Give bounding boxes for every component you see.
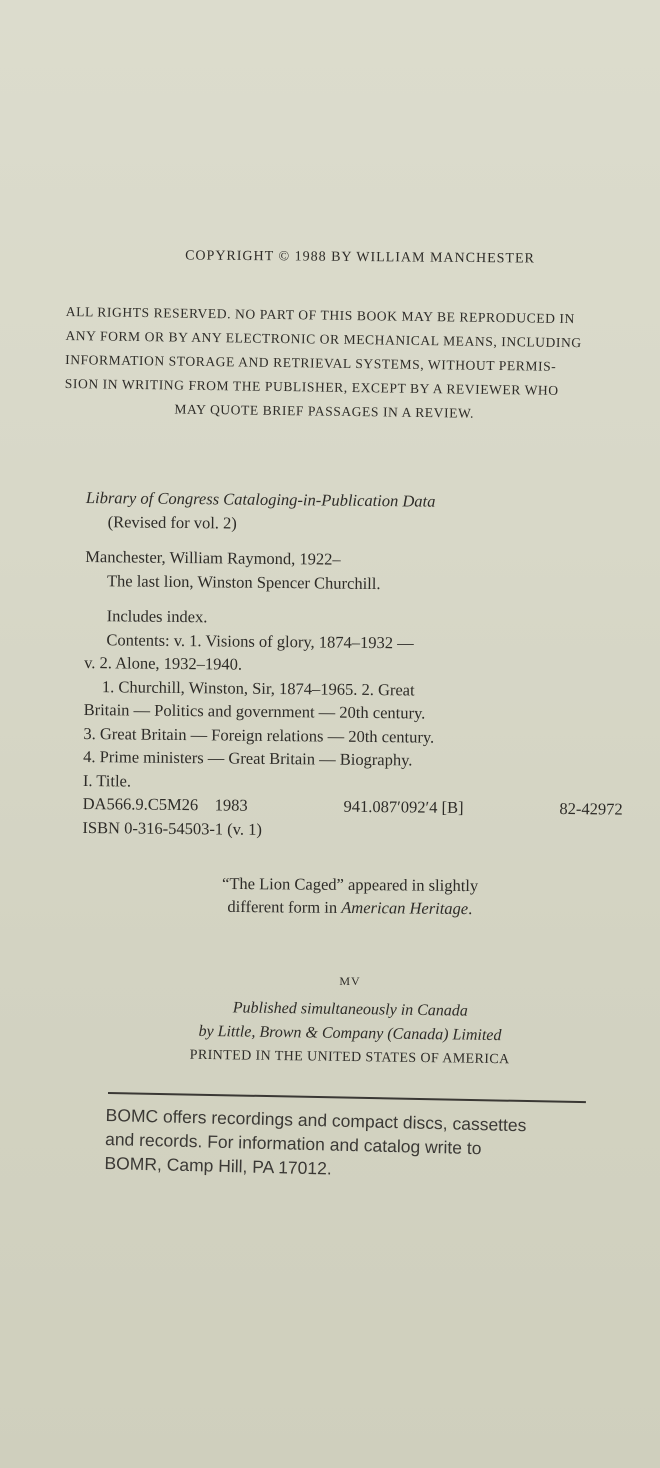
- cip-lccn: 82-42972: [559, 798, 623, 819]
- rights-line: MAY QUOTE BRIEF PASSAGES IN A REVIEW.: [174, 401, 475, 421]
- note-line: different form in American Heritage.: [227, 896, 473, 919]
- bomc-line: BOMC offers recordings and compact discs, cassettes: [105, 1104, 527, 1136]
- cip-dewey: 941.087′092′4 [B]: [343, 796, 464, 817]
- cip-call-year: 1983: [214, 795, 248, 815]
- cip-subject: Britain — Politics and government — 20th century.: [83, 699, 426, 723]
- cip-title-entry: I. Title.: [82, 770, 132, 790]
- published-canada: Published simultaneously in Canada: [232, 999, 468, 1020]
- rights-line: SION IN WRITING FROM THE PUBLISHER, EXCEPT BY A REVIEWER WHO: [64, 375, 559, 398]
- cip-title: The last lion, Winston Spencer Churchill.: [106, 570, 381, 593]
- cip-subject: 3. Great Britain — Foreign relations — 20th century.: [83, 723, 435, 747]
- bomc-line: and records. For information and catalog write to: [104, 1128, 482, 1159]
- bomc-offer-notice: [104, 1103, 606, 1187]
- prior-publication-note: [150, 871, 550, 920]
- copyright-line: COPYRIGHT © 1988 BY WILLIAM MANCHESTER: [185, 248, 535, 267]
- rights-line: ALL RIGHTS RESERVED. NO PART OF THIS BOOK MAY BE REPRODUCED IN: [65, 303, 576, 327]
- divider-rule: [108, 1092, 586, 1103]
- cip-call-number: DA566.9.C5M26 1983: [82, 793, 248, 815]
- cip-author: Manchester, William Raymond, 1922–: [85, 546, 341, 569]
- note-line: “The Lion Caged” appeared in slightly: [221, 873, 479, 896]
- rights-line: INFORMATION STORAGE AND RETRIEVAL SYSTEMS, WITHOUT PERMIS-: [65, 351, 557, 374]
- canadian-publisher: by Little, Brown & Company (Canada) Limited: [198, 1022, 502, 1045]
- cip-includes: Includes index.: [106, 606, 208, 627]
- cip-contents: v. 2. Alone, 1932–1940.: [84, 652, 243, 674]
- bomc-line: BOMR, Camp Hill, PA 17012.: [104, 1152, 332, 1179]
- cip-header: Library of Congress Cataloging-in-Publication Data: [85, 487, 436, 511]
- rights-line: ANY FORM OR BY ANY ELECTRONIC OR MECHANICAL MEANS, INCLUDING: [65, 327, 582, 351]
- printer-code: MV: [339, 974, 361, 988]
- rights-reserved-notice: [64, 300, 656, 428]
- cip-revised: (Revised for vol. 2): [107, 511, 237, 533]
- cip-contents: Contents: v. 1. Visions of glory, 1874–1932 —: [106, 629, 414, 652]
- cip-subject: 1. Churchill, Winston, Sir, 1874–1965. 2. Great: [101, 676, 415, 699]
- printed-in-usa: PRINTED IN THE UNITED STATES OF AMERICA: [189, 1047, 510, 1068]
- cip-subject: 4. Prime ministers — Great Britain — Biography.: [83, 746, 413, 770]
- cataloging-in-publication-block: [82, 486, 646, 845]
- magazine-title: American Heritage: [341, 897, 469, 919]
- imprint-block: [140, 995, 561, 1073]
- cip-isbn: ISBN 0-316-54503-1 (v. 1): [82, 817, 263, 839]
